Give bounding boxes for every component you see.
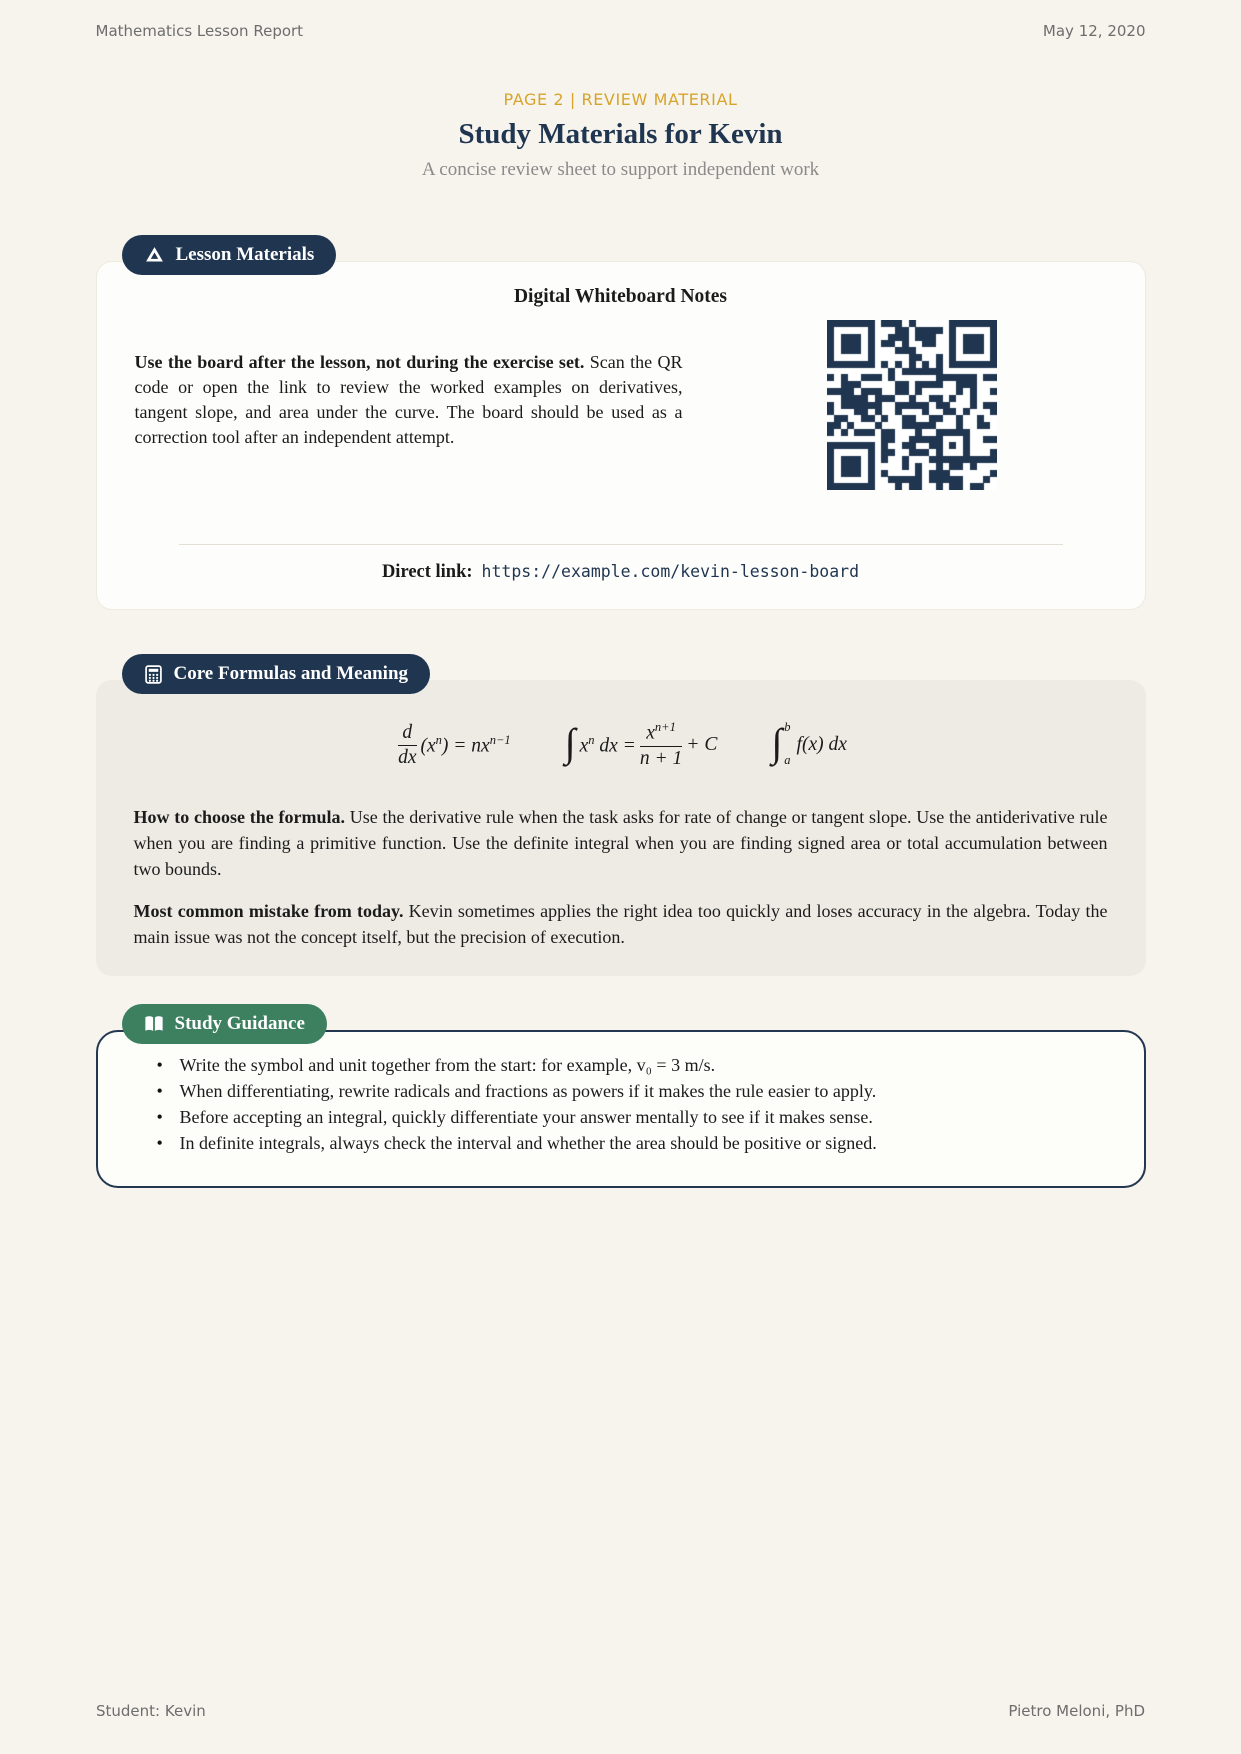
card-divider: [179, 544, 1063, 545]
lesson-materials-badge: [122, 235, 337, 275]
formula-text: $x^n$ dx =: [579, 732, 636, 757]
page-header: [96, 0, 1146, 40]
book-icon: [144, 1014, 164, 1034]
frac-denominator: dx: [398, 746, 417, 768]
common-mistake-rest: Kevin sometimes applies the right idea too quickly and loses accuracy in the algebra. Today the main issue was not the concept itself, but the precision of execution.: [133, 901, 1108, 947]
frac-numerator: d: [398, 722, 416, 746]
calculator-icon: [144, 665, 163, 684]
lower-bound: a: [784, 753, 791, 767]
header-date: May 12, 2020: [1042, 22, 1146, 40]
integral-sign: ∫: [564, 720, 576, 765]
common-mistake-lead: Most common mistake from today.: [133, 901, 404, 921]
formula-text: + C: [686, 734, 718, 755]
how-to-choose-paragraph: [134, 804, 1108, 882]
formula-derivative-rule: [394, 722, 511, 769]
footer-student: Student: Kevin: [96, 1702, 206, 1720]
formula-antiderivative-rule: [565, 720, 718, 770]
fraction-power: [640, 720, 682, 770]
lesson-materials-card: [96, 261, 1146, 610]
page-kicker: PAGE 2 | REVIEW MATERIAL: [503, 90, 738, 109]
fraction-d-dx: [398, 722, 416, 769]
whiteboard-paragraph-lead: Use the board after the lesson, not during the exercise set.: [134, 352, 585, 372]
guidance-list-item: • Before accepting an integral, quickly differentiate your answer mentally to see if it makes sense.: [180, 1104, 1108, 1130]
study-guidance-card: [96, 1030, 1146, 1188]
header-doc-title: Mathematics Lesson Report: [95, 22, 304, 40]
lesson-materials-badge-label: Lesson Materials: [175, 244, 315, 265]
qr-code-image: [827, 320, 997, 490]
how-to-choose-rest: Use the derivative rule when the task asks for rate of change or tangent slope. Use the antiderivative rule when you are finding a primitive function. Use the definite integral when you are finding signed area or total accumulation between two bounds.: [133, 807, 1108, 879]
guidance-list-item: • When differentiating, rewrite radicals and fractions as powers if it makes the rule easier to apply.: [180, 1078, 1108, 1104]
page-subtitle: A concise review sheet to support independent work: [421, 159, 820, 180]
whiteboard-row: [135, 320, 1107, 490]
drive-icon: [144, 245, 165, 266]
core-formulas-badge-label: Core Formulas and Meaning: [173, 663, 409, 684]
formula-text: f(x) dx: [796, 734, 847, 755]
page-footer: [96, 1702, 1145, 1720]
study-guidance-badge-label: Study Guidance: [174, 1013, 305, 1034]
formula-text: $(x^n) = nx^{n-1}$: [420, 732, 511, 757]
core-formulas-card: [96, 680, 1146, 976]
upper-bound: b: [784, 720, 791, 734]
integral-bounds: [784, 720, 790, 768]
section-core-formulas: [96, 654, 1146, 976]
title-block: [96, 90, 1146, 181]
footer-author: Pietro Meloni, PhD: [1008, 1702, 1145, 1720]
common-mistake-paragraph: [134, 898, 1108, 950]
whiteboard-heading: Digital Whiteboard Notes: [513, 286, 728, 307]
guidance-list-item: • Write the symbol and unit together from the start: for example, v₀ = 3 m/s.: [180, 1052, 1108, 1078]
direct-link-label: Direct link:: [381, 562, 473, 582]
formula-row: [134, 708, 1108, 782]
section-lesson-materials: [96, 235, 1146, 610]
guidance-list-item: • In definite integrals, always check the interval and whether the area should be positive or signed.: [180, 1130, 1108, 1156]
direct-link-line: [135, 562, 1107, 583]
frac-denominator: n + 1: [639, 747, 683, 769]
whiteboard-paragraph-rest: Scan the QR code or open the link to review the worked examples on derivatives, tangent slope, and area under the curve. The board should be used as a correction tool after an independent attempt.: [134, 352, 683, 447]
qr-code: [827, 320, 997, 490]
page-title: Study Materials for Kevin: [458, 118, 783, 150]
integral-sign: ∫: [771, 720, 783, 765]
direct-link-url[interactable]: https://example.com/kevin-lesson-board: [481, 562, 860, 581]
guidance-list: [128, 1052, 1114, 1156]
core-formulas-badge: [122, 654, 431, 694]
formula-definite-integral: [771, 721, 847, 769]
study-guidance-badge: [122, 1004, 327, 1044]
frac-numerator: $x^{n+1}$: [640, 720, 682, 747]
whiteboard-paragraph: [135, 350, 683, 450]
section-study-guidance: [96, 1004, 1146, 1188]
how-to-choose-lead: How to choose the formula.: [133, 807, 345, 827]
